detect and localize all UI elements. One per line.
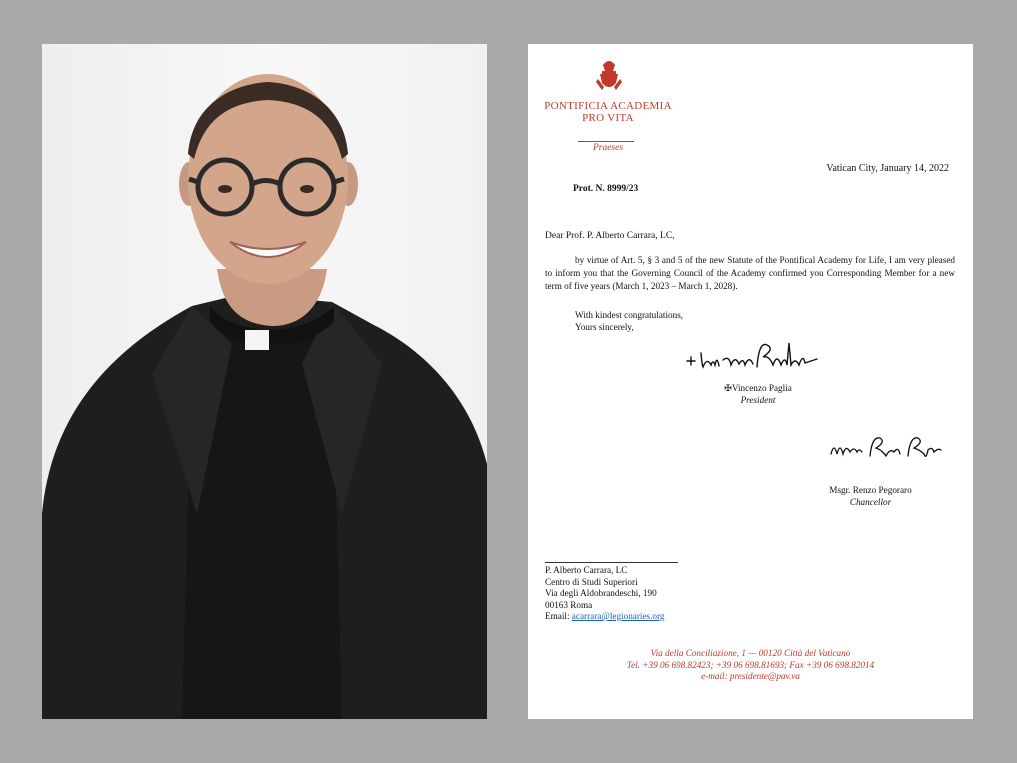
institution-name-line1: PONTIFICIA ACADEMIA — [544, 100, 672, 112]
president-title: President — [740, 395, 776, 405]
institution-name — [528, 100, 688, 124]
president-block — [528, 382, 988, 406]
office-title: Praeses — [592, 143, 624, 153]
portrait-illustration — [42, 44, 487, 719]
chancellor-signature — [828, 430, 943, 462]
chancellor-name: Msgr. Renzo Pegoraro — [829, 485, 912, 495]
closing-line2: Yours sincerely, — [575, 322, 634, 332]
recipient-line1: P. Alberto Carrara, LC — [545, 565, 628, 575]
closing — [575, 309, 683, 333]
institution-name-line2: PRO VITA — [582, 112, 634, 124]
footer-phone: Tel. +39 06 698.82423; +39 06 698.81693; Fax +39 06 698.82014 — [626, 659, 875, 670]
closing-line1: With kindest congratulations, — [575, 310, 684, 320]
recipient-email-row — [545, 611, 665, 623]
footer-email: e-mail: presidente@pav.va — [701, 671, 800, 681]
letter-page — [528, 44, 973, 719]
recipient-email-link[interactable]: acarrara@legionaries.org — [571, 611, 665, 621]
papal-coat-of-arms-icon — [595, 59, 623, 93]
clerical-collar-tab — [245, 330, 269, 350]
president-signature — [685, 335, 820, 377]
place-date: Vatican City, January 14, 2022 — [826, 163, 949, 174]
recipient-line3: Via degli Aldobrandeschi, 190 — [545, 588, 657, 598]
email-label: Email: — [545, 611, 572, 621]
letter-body: by virtue of Art. 5, § 3 and 5 of the new Statute of the Pontifical Academy for Life, I am very pleased to inform you that the Governing Council of the Academy confirmed you Corresponding Member for a new term of five years (March 1, 2023 – March 1, 2028). — [545, 255, 955, 291]
chancellor-block — [818, 484, 923, 508]
letterhead-footer — [528, 648, 973, 683]
recipient-line4: 00163 Roma — [545, 599, 593, 610]
recipient-address — [545, 565, 665, 623]
protocol-number: Prot. N. 8999/23 — [573, 184, 639, 194]
portrait-photo — [42, 44, 487, 719]
salutation: Dear Prof. P. Alberto Carrara, LC, — [545, 231, 675, 241]
footer-address: Via della Conciliazione, 1 — 00120 Città del Vaticano — [650, 648, 851, 658]
recipient-line2: Centro di Studi Superiori — [545, 576, 638, 587]
chancellor-title: Chancellor — [849, 497, 892, 507]
recipient-divider — [545, 562, 678, 563]
letterhead-divider — [578, 141, 634, 142]
president-name: ✠Vincenzo Paglia — [724, 383, 792, 393]
